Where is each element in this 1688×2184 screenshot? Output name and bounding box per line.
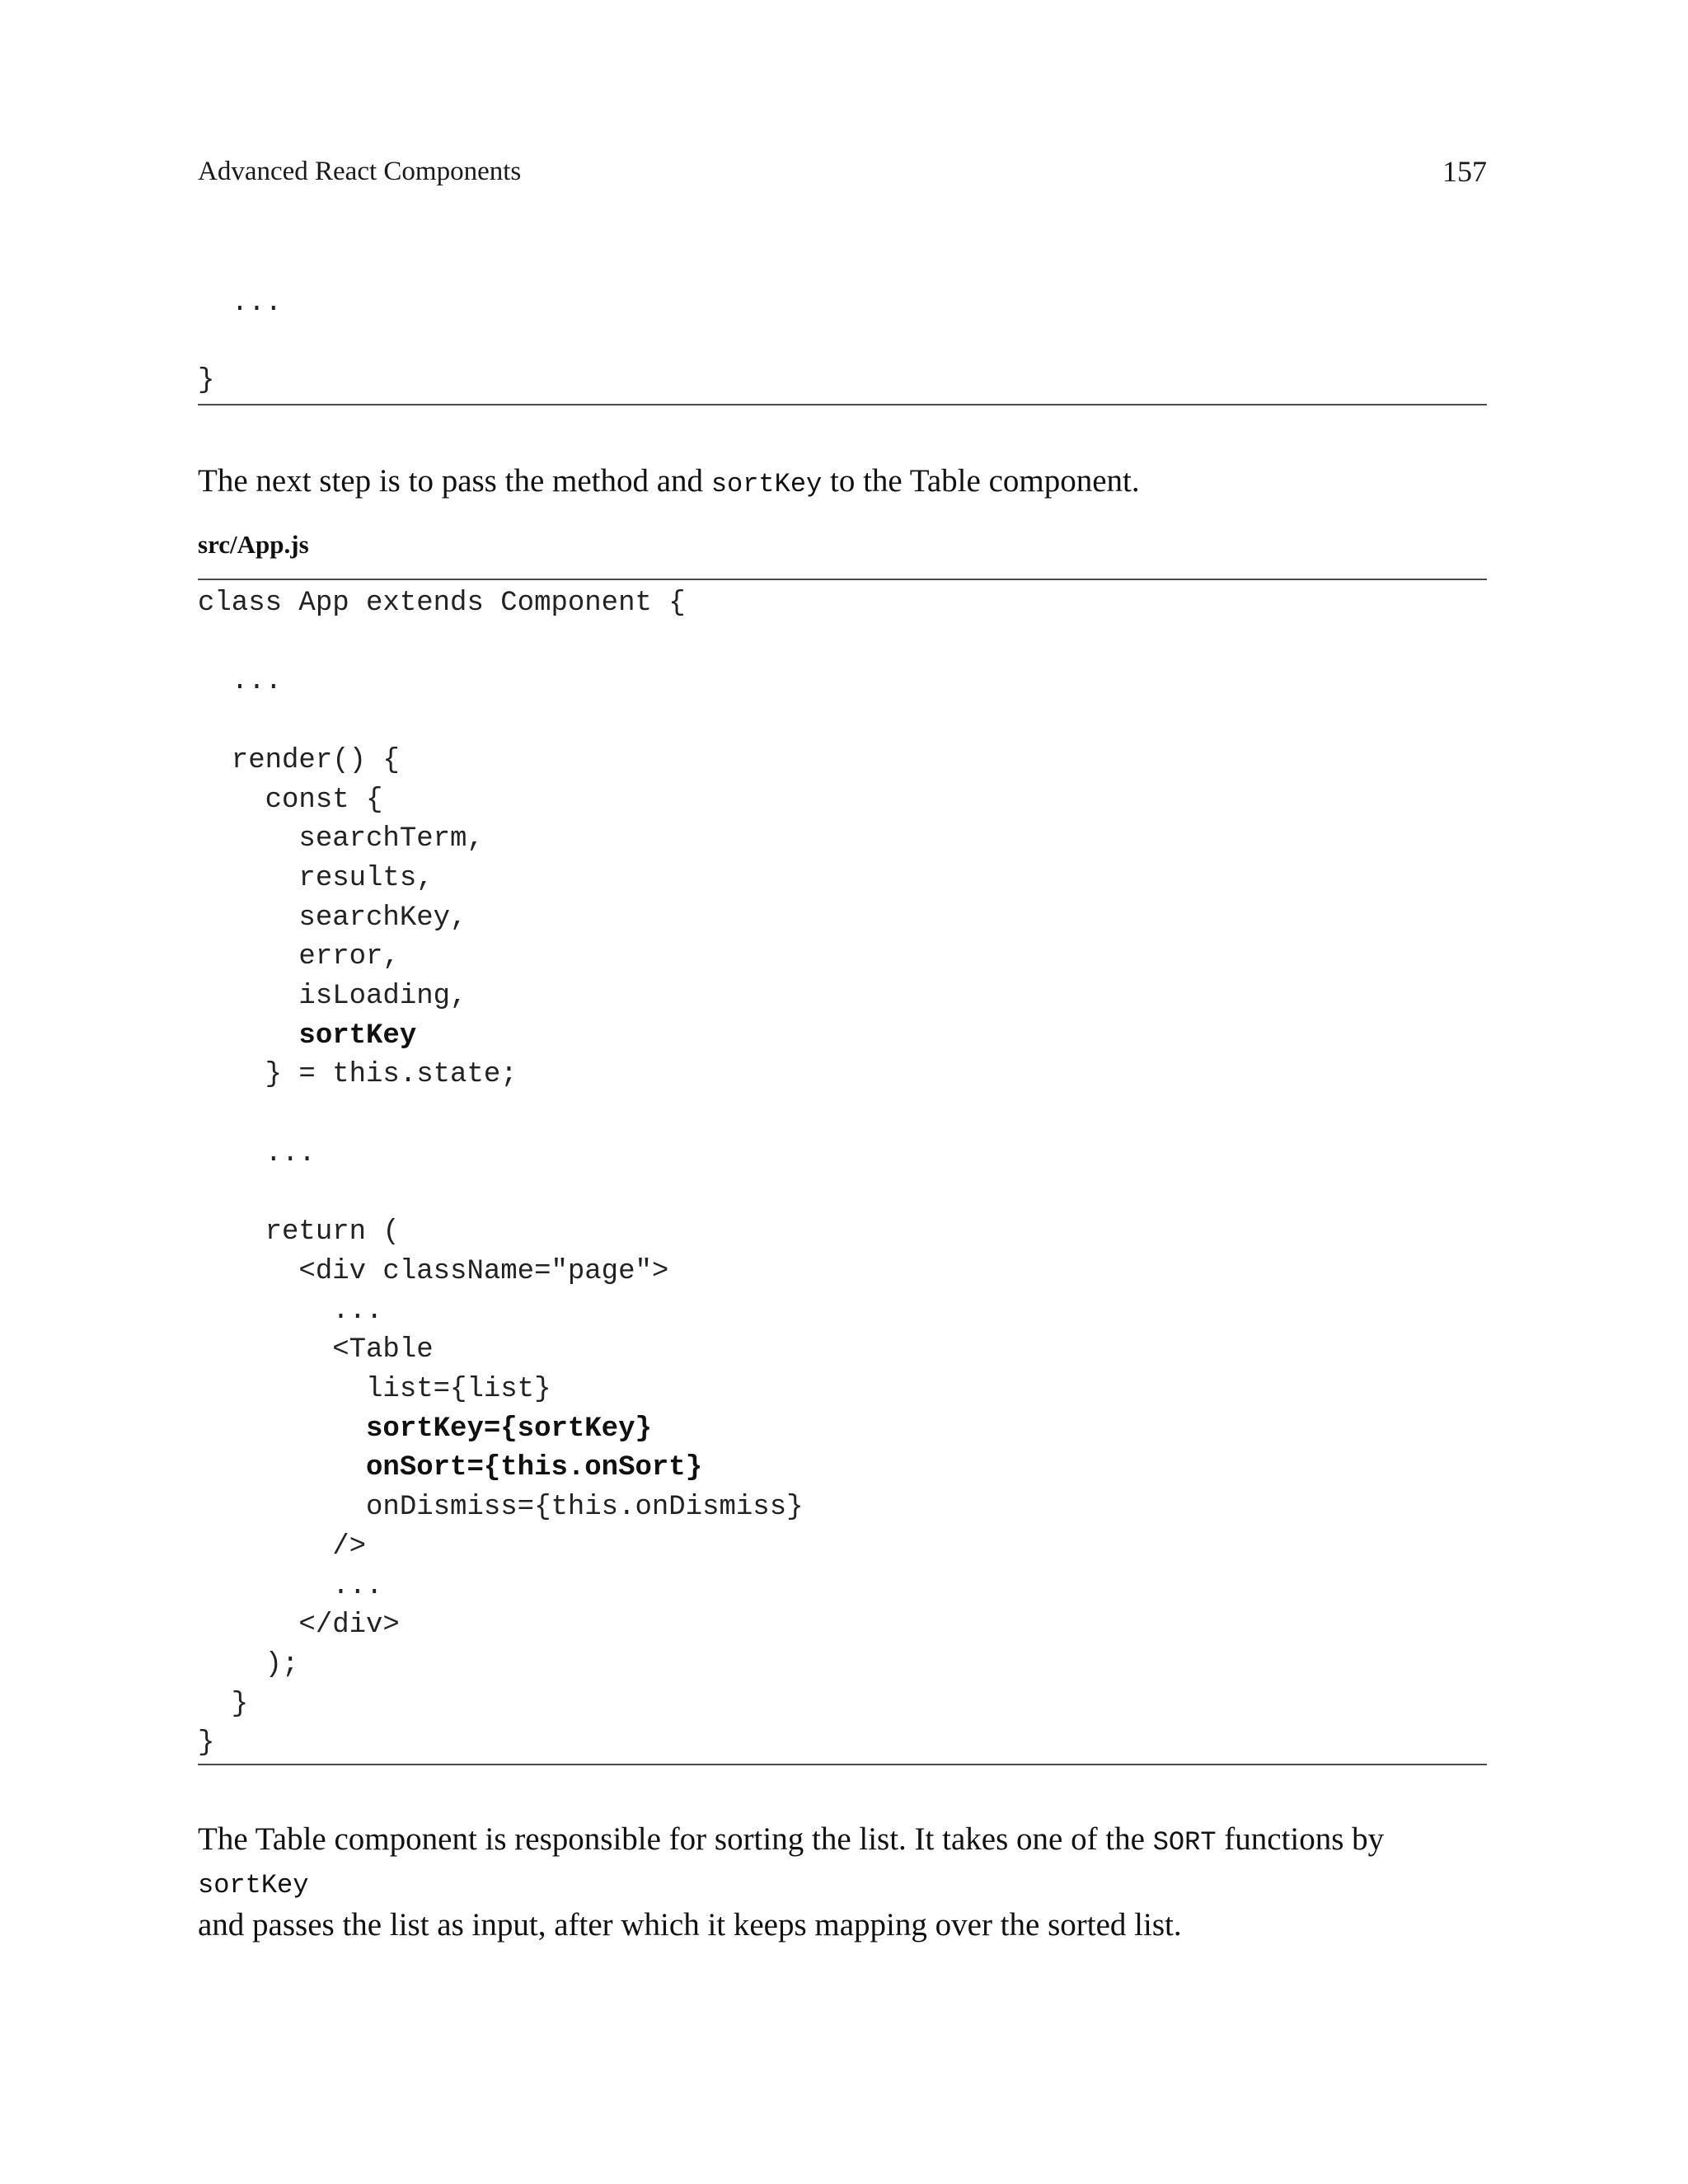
inline-code: sortKey bbox=[710, 469, 823, 499]
code-line: ... bbox=[198, 1137, 316, 1169]
chapter-title: Advanced React Components bbox=[198, 157, 522, 186]
book-page bbox=[198, 0, 1487, 2184]
code-line: return ( bbox=[198, 1216, 400, 1249]
inline-code: sortKey bbox=[198, 1870, 309, 1900]
code-line: render() { bbox=[198, 744, 400, 776]
paragraph-line bbox=[198, 1820, 1487, 1905]
code-block-top-rule bbox=[198, 579, 1487, 580]
code-line: onSort={this.onSort} bbox=[198, 1452, 703, 1484]
code-line: ... bbox=[198, 1295, 383, 1327]
code-line: list={list} bbox=[198, 1374, 551, 1405]
paragraph-text: The Table component is responsible for sorting the list. It takes one of the bbox=[198, 1821, 1153, 1857]
code-line: ... bbox=[198, 288, 283, 319]
code-line: class App extends Component { bbox=[198, 588, 686, 619]
code-caption: src/App.js bbox=[198, 530, 309, 559]
page-number: 157 bbox=[1442, 155, 1487, 188]
code-line: isLoading, bbox=[198, 981, 467, 1012]
code-line: <Table bbox=[198, 1334, 434, 1366]
code-line: sortKey bbox=[198, 1019, 417, 1052]
body-paragraph bbox=[198, 1820, 1487, 1945]
code-line: } = this.state; bbox=[198, 1059, 518, 1091]
code-line: ... bbox=[198, 666, 283, 698]
code-line: ... bbox=[198, 1570, 383, 1602]
body-paragraph bbox=[198, 462, 1487, 504]
paragraph-line: and passes the list as input, after which it keeps mapping over the sorted list. bbox=[198, 1907, 1182, 1943]
code-line: ); bbox=[198, 1648, 299, 1680]
code-line: /> bbox=[198, 1530, 367, 1563]
code-line: sortKey={sortKey} bbox=[198, 1413, 652, 1445]
code-line: </div> bbox=[198, 1610, 400, 1642]
code-line: searchTerm, bbox=[198, 823, 484, 855]
code-line: results, bbox=[198, 862, 434, 894]
code-line: } bbox=[198, 1727, 215, 1760]
code-block-bottom-rule bbox=[198, 1764, 1487, 1765]
code-line: <div className="page"> bbox=[198, 1255, 669, 1287]
paragraph-text: The next step is to pass the method and bbox=[198, 463, 711, 499]
paragraph-text: functions by bbox=[1216, 1821, 1385, 1857]
code-line: onDismiss={this.onDismiss} bbox=[198, 1492, 804, 1524]
code-line: const { bbox=[198, 784, 383, 816]
code-line: searchKey, bbox=[198, 902, 467, 934]
code-line: } bbox=[198, 1688, 249, 1720]
code-line: } bbox=[198, 365, 215, 396]
code-block-bottom-rule bbox=[198, 404, 1487, 405]
code-line: error, bbox=[198, 941, 400, 973]
inline-code: SORT bbox=[1152, 1827, 1217, 1858]
paragraph-text: to the Table component. bbox=[822, 463, 1140, 499]
